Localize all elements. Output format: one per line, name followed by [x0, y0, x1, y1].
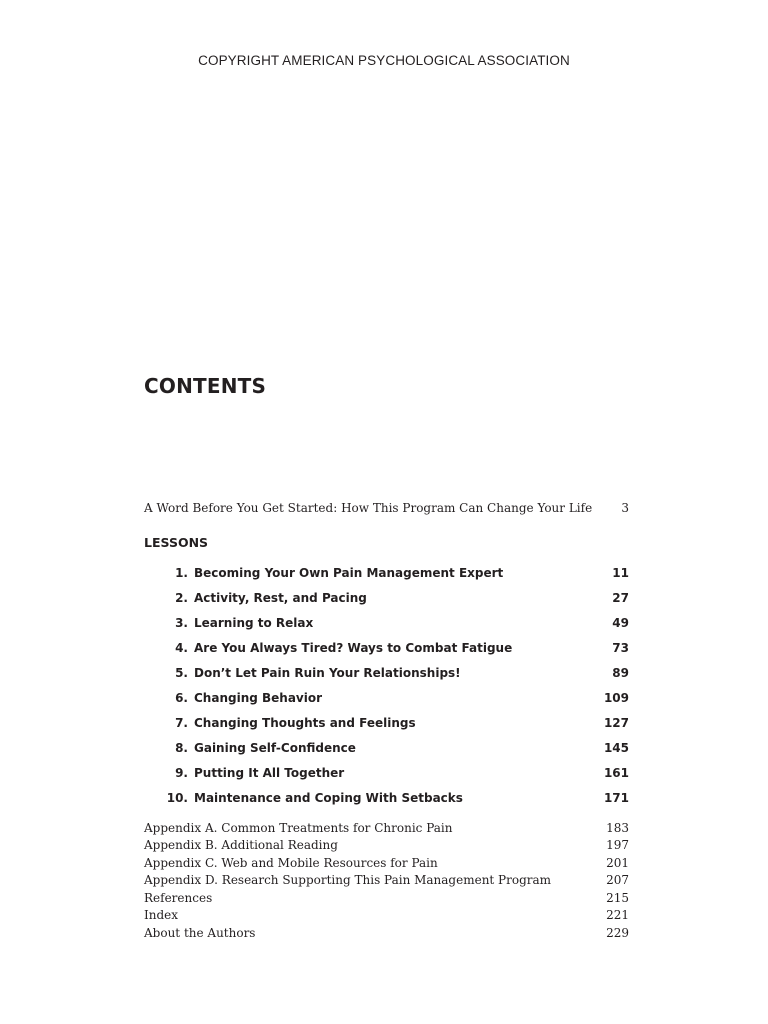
lesson-number: 2.: [175, 590, 188, 605]
toc-entry-page: 207: [606, 873, 629, 888]
toc-entry-title: Appendix A. Common Treatments for Chronic Pain: [144, 820, 453, 835]
lesson-page: 109: [603, 690, 629, 705]
lesson-number: 8.: [175, 740, 188, 755]
lesson-title: Learning to Relax: [194, 615, 314, 630]
lesson-page: 161: [603, 765, 629, 780]
lesson-number: 10.: [166, 790, 188, 805]
backmatter-list: [144, 819, 629, 942]
lesson-title: Gaining Self-Confidence: [194, 740, 356, 755]
toc-appendix-d[interactable]: [144, 872, 629, 890]
lesson-page: 49: [612, 615, 629, 630]
toc-entry-title: Appendix D. Research Supporting This Pain Management Program: [144, 873, 552, 888]
toc-appendix-b[interactable]: [144, 837, 629, 855]
lesson-title: Putting It All Together: [194, 765, 345, 780]
toc-entry-page: 197: [606, 838, 629, 853]
lesson-number: 3.: [175, 615, 188, 630]
toc-entry-title: Index: [144, 908, 179, 923]
toc-entry-page: 215: [606, 890, 629, 905]
copyright-header: COPYRIGHT AMERICAN PSYCHOLOGICAL ASSOCIATION: [198, 53, 570, 68]
toc-lesson-10[interactable]: [144, 785, 629, 810]
toc-lesson-3[interactable]: [144, 610, 629, 635]
toc-entry-title: Appendix B. Additional Reading: [144, 838, 338, 853]
lesson-number: 7.: [175, 715, 188, 730]
toc-entry-page: 183: [606, 820, 629, 835]
toc-lesson-7[interactable]: [144, 710, 629, 735]
toc-entry-title: References: [144, 890, 213, 905]
lesson-number: 6.: [175, 690, 188, 705]
lessons-heading: LESSONS: [144, 535, 209, 550]
toc-entry-title: About the Authors: [144, 925, 256, 940]
lesson-page: 89: [612, 665, 629, 680]
toc-entry-page: 221: [606, 908, 629, 923]
lesson-page: 73: [612, 640, 629, 655]
lesson-page: 145: [603, 740, 629, 755]
page-title: CONTENTS: [144, 374, 267, 398]
toc-lesson-2[interactable]: [144, 585, 629, 610]
toc-about-authors[interactable]: [144, 924, 629, 942]
lesson-page: 127: [603, 715, 629, 730]
lesson-page: 11: [612, 565, 629, 580]
toc-lesson-9[interactable]: [144, 760, 629, 785]
lesson-number: 5.: [175, 665, 188, 680]
lesson-title: Are You Always Tired? Ways to Combat Fatigue: [194, 640, 513, 655]
toc-entry-page: 3: [621, 501, 629, 515]
lesson-number: 4.: [175, 640, 188, 655]
lesson-title: Becoming Your Own Pain Management Expert: [194, 565, 504, 580]
lesson-title: Changing Thoughts and Feelings: [194, 715, 416, 730]
lesson-page: 171: [603, 790, 629, 805]
toc-lesson-6[interactable]: [144, 685, 629, 710]
lesson-title: Maintenance and Coping With Setbacks: [194, 790, 463, 805]
toc-appendix-c[interactable]: [144, 854, 629, 872]
toc-entry-page: 229: [606, 925, 629, 940]
lesson-title: Activity, Rest, and Pacing: [194, 590, 367, 605]
lesson-title: Changing Behavior: [194, 690, 323, 705]
toc-lesson-4[interactable]: [144, 635, 629, 660]
lesson-number: 9.: [175, 765, 188, 780]
lesson-title: Don’t Let Pain Ruin Your Relationships!: [194, 665, 461, 680]
toc-index[interactable]: [144, 907, 629, 925]
toc-entry-title: A Word Before You Get Started: How This Program Can Change Your Life: [144, 501, 593, 515]
toc-references[interactable]: [144, 889, 629, 907]
lessons-list: [144, 560, 629, 810]
toc-lesson-8[interactable]: [144, 735, 629, 760]
toc-entry-title: Appendix C. Web and Mobile Resources for Pain: [144, 855, 438, 870]
toc-appendix-a[interactable]: [144, 819, 629, 837]
lesson-page: 27: [612, 590, 629, 605]
lesson-number: 1.: [175, 565, 188, 580]
toc-entry-intro[interactable]: [144, 501, 629, 515]
toc-entry-page: 201: [606, 855, 629, 870]
toc-lesson-5[interactable]: [144, 660, 629, 685]
toc-lesson-1[interactable]: [144, 560, 629, 585]
